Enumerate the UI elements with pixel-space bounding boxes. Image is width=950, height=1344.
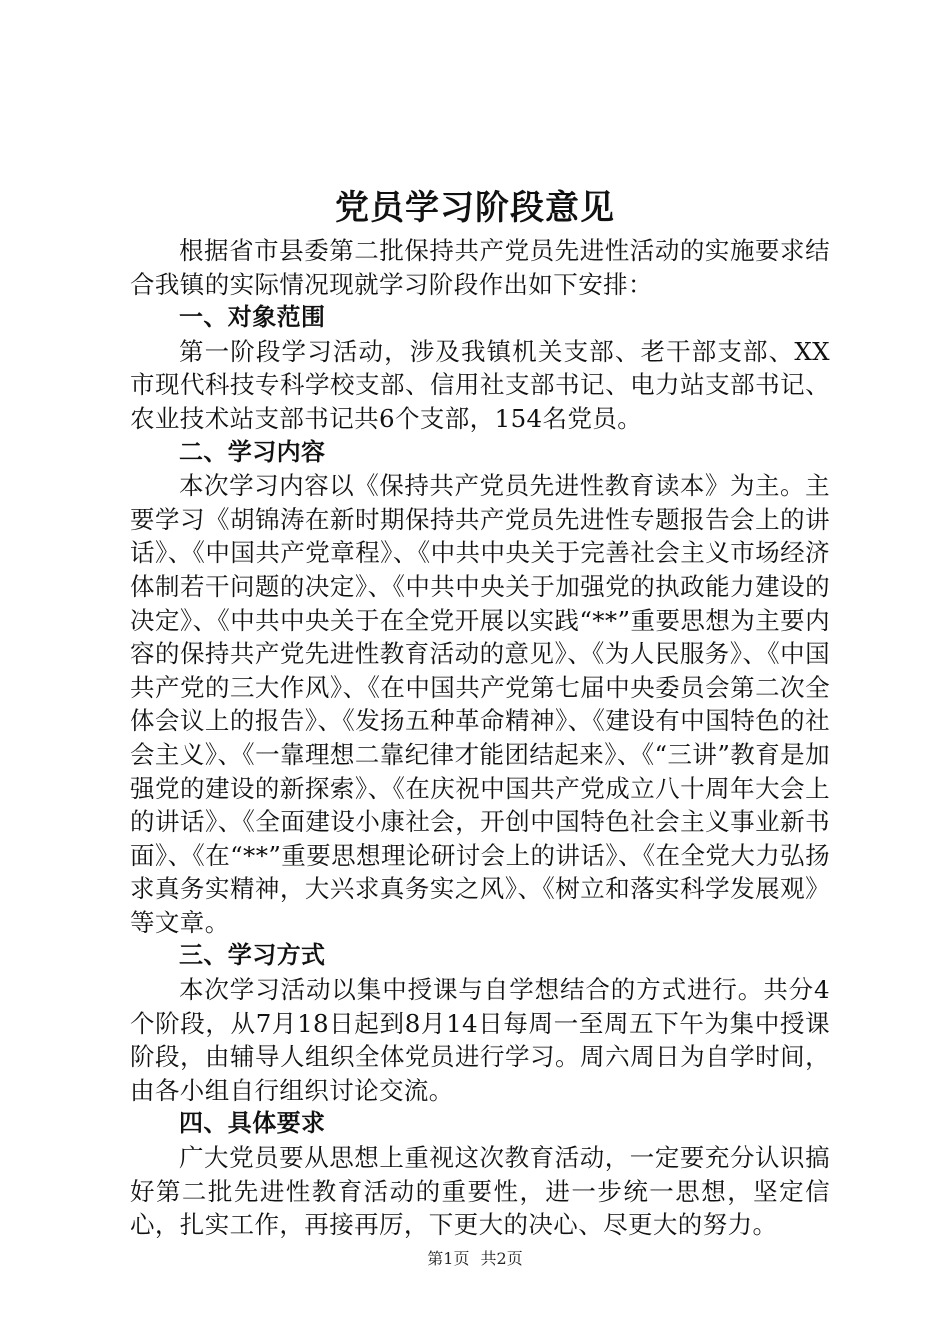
document-title: 党员学习阶段意见: [335, 188, 615, 228]
page-number-total: 共2页: [480, 1249, 523, 1268]
section-heading-content: 二、学习内容: [179, 437, 326, 466]
section-text-scope: 第一阶段学习活动，涉及我镇机关支部、老干部支部、XX市现代科技专科学校支部、信用社支部书记、电力站支部书记、农业技术站支部书记共6个支部，154名党员。: [130, 336, 830, 433]
section-heading-scope: 一、对象范围: [179, 303, 326, 332]
page-footer: [0, 1248, 950, 1270]
page-number-current: 第1页: [427, 1249, 470, 1268]
document-body: [130, 234, 830, 1242]
section-heading-method: 三、学习方式: [179, 941, 326, 970]
intro-paragraph: 根据省市县委第二批保持共产党员先进性活动的实施要求结合我镇的实际情况现就学习阶段作出如下安排：: [130, 236, 830, 299]
section-text-requirements: 广大党员要从思想上重视这次教育活动，一定要充分认识搞好第二批先进性教育活动的重要性，进一步统一思想，坚定信心，扎实工作，再接再厉，下更大的决心、尽更大的努力。: [130, 1143, 830, 1240]
section-text-content: 本次学习内容以《保持共产党员先进性教育读本》为主。主要学习《胡锦涛在新时期保持共产党员先进性专题报告会上的讲话》、《中国共产党章程》、《中共中央关于完善社会主义市场经济体制若干问题的决定》、《中共中央关于加强党的执政能力建设的决定》、《中共中央关于在全党开展以实践“**”重要思想为主要内容的保持共产党先进性教育活动的意见》、《为人民服务》、《中国共产党的三大作风》、《在中国共产党第七届中央委员会第二次全体会议上的报告》、《发扬五种革命精神》、《建设有中国特色的社会主义》、《一靠理想二靠纪律才能团结起来》、《“三讲”教育是加强党的建设的新探索》、《在庆祝中国共产党成立八十周年大会上的讲话》、《全面建设小康社会，开创中国特色社会主义事业新书面》、《在“**”重要思想理论研讨会上的讲话》、《在全党大力弘扬求真务实精神，大兴求真务实之风》、《树立和落实科学发展观》等文章。: [130, 471, 830, 937]
section-heading-requirements: 四、具体要求: [179, 1109, 326, 1138]
section-text-method: 本次学习活动以集中授课与自学想结合的方式进行。共分4个阶段，从7月18日起到8月14日每周一至周五下午为集中授课阶段，由辅导人组织全体党员进行学习。周六周日为自学时间，由各小组自行组织讨论交流。: [130, 975, 830, 1105]
